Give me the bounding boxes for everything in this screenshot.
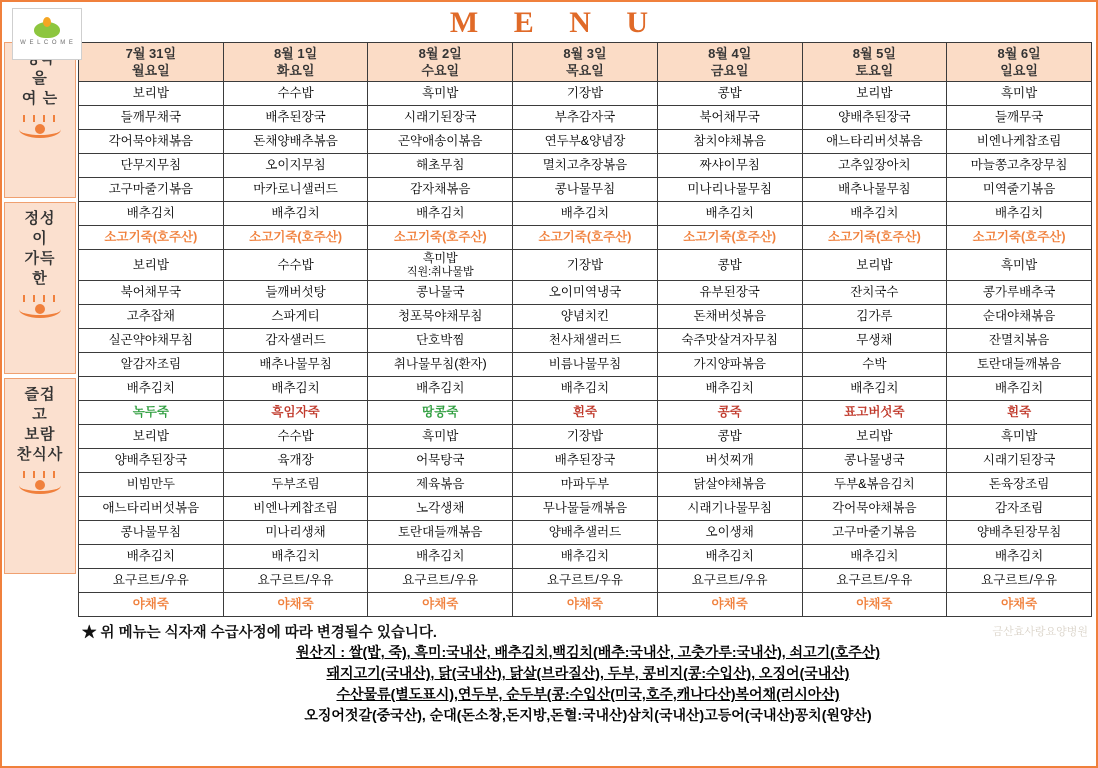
table-row-accent (79, 593, 1092, 617)
cell: 양배추된장국 (802, 106, 947, 130)
eye-icon (19, 295, 61, 317)
cell-accent: 소고기죽(호주산) (368, 226, 513, 250)
cell: 천사채샐러드 (513, 329, 658, 353)
cell: 배추김치 (947, 202, 1092, 226)
sidebar-label-2: 정성 이 가득 한 (24, 210, 56, 287)
cell: 짜샤이무침 (657, 154, 802, 178)
cell: 요구르트/우유 (802, 569, 947, 593)
cell: 가지양파볶음 (657, 353, 802, 377)
leaf-icon (34, 22, 60, 38)
cell: 해초무침 (368, 154, 513, 178)
welcome-logo (12, 8, 82, 60)
cell: 보리밥 (79, 425, 224, 449)
table-row-accent (79, 226, 1092, 250)
origin-line-1: 원산지 : 쌀(밥, 죽), 흑미:국내산, 배추김치,백김치(배추:국내산, 고춧가루:국내산), 쇠고기(호주산) (295, 644, 881, 660)
cell: 배추김치 (79, 377, 224, 401)
cell: 토란대들깨볶음 (947, 353, 1092, 377)
cell: 배추김치 (223, 202, 368, 226)
cell: 양배추샐러드 (513, 521, 658, 545)
cell: 배추김치 (947, 545, 1092, 569)
col-header-0: 7월 31일 월요일 (79, 43, 224, 82)
cell: 기장밥 (513, 425, 658, 449)
cell-accent: 소고기죽(호주산) (802, 226, 947, 250)
cell-accent: 야채죽 (947, 593, 1092, 617)
cell-accent: 소고기죽(호주산) (79, 226, 224, 250)
table-row (79, 130, 1092, 154)
cell: 배추김치 (657, 202, 802, 226)
cell: 미나리생채 (223, 521, 368, 545)
cell: 비엔나케찹조림 (223, 497, 368, 521)
cell: 배추된장국 (513, 449, 658, 473)
cell: 기장밥 (513, 82, 658, 106)
cell-accent: 소고기죽(호주산) (657, 226, 802, 250)
cell-accent: 야채죽 (223, 593, 368, 617)
cell-accent: 야채죽 (802, 593, 947, 617)
cell-accent: 흑임자죽 (223, 401, 368, 425)
page-title: M E N U (449, 6, 663, 39)
table-row (79, 497, 1092, 521)
cell: 고추잡채 (79, 305, 224, 329)
cell: 부추감자국 (513, 106, 658, 130)
cell: 마파두부 (513, 473, 658, 497)
cell: 들깨무채국 (79, 106, 224, 130)
cell: 무생채 (802, 329, 947, 353)
cell: 보리밥 (802, 425, 947, 449)
table-row (79, 305, 1092, 329)
cell: 각어묵야채볶음 (79, 130, 224, 154)
cell: 수박 (802, 353, 947, 377)
table-row (79, 329, 1092, 353)
cell: 두부조림 (223, 473, 368, 497)
cell: 참치야채볶음 (657, 130, 802, 154)
cell: 요구르트/우유 (657, 569, 802, 593)
cell: 배추김치 (802, 202, 947, 226)
cell-accent: 땅콩죽 (368, 401, 513, 425)
eye-icon (19, 115, 61, 137)
cell: 알감자조림 (79, 353, 224, 377)
cell: 감자샐러드 (223, 329, 368, 353)
cell: 애느타리버섯볶음 (802, 130, 947, 154)
cell: 배추김치 (802, 377, 947, 401)
cell: 흑미밥 (947, 425, 1092, 449)
cell-accent: 흰죽 (513, 401, 658, 425)
table-row (79, 569, 1092, 593)
cell: 감자조림 (947, 497, 1092, 521)
table-row (79, 473, 1092, 497)
sidebar (4, 42, 76, 617)
cell: 콩밥 (657, 425, 802, 449)
cell: 양배추된장국 (79, 449, 224, 473)
cell: 배추김치 (79, 202, 224, 226)
cell: 오이미역냉국 (513, 281, 658, 305)
cell: 애느타리버섯볶음 (79, 497, 224, 521)
menu-table (78, 42, 1092, 617)
col-header-2: 8월 2일 수요일 (368, 43, 513, 82)
cell: 콩나물냉국 (802, 449, 947, 473)
cell-accent: 흰죽 (947, 401, 1092, 425)
col-header-5: 8월 5일 토요일 (802, 43, 947, 82)
origin-line-2: 돼지고기(국내산), 닭(국내산), 닭살(브라질산), 두부, 콩비지(콩:수입산), 오징어(국내산) (326, 665, 850, 681)
table-row (79, 106, 1092, 130)
cell: 배추김치 (79, 545, 224, 569)
cell: 배추김치 (513, 202, 658, 226)
col-header-6: 8월 6일 일요일 (947, 43, 1092, 82)
cell: 시래기나물무침 (657, 497, 802, 521)
cell: 토란대들깨볶음 (368, 521, 513, 545)
cell: 고구마줄기볶음 (802, 521, 947, 545)
cell: 잔멸치볶음 (947, 329, 1092, 353)
cell: 배추김치 (657, 545, 802, 569)
cell: 취나물무침(환자) (368, 353, 513, 377)
table-row (79, 178, 1092, 202)
cell: 요구르트/우유 (947, 569, 1092, 593)
cell: 흑미밥 (947, 250, 1092, 281)
footnotes (4, 621, 1094, 726)
title-row (4, 4, 1094, 46)
cell: 수수밥 (223, 425, 368, 449)
cell: 순대야채볶음 (947, 305, 1092, 329)
cell: 콩가루배추국 (947, 281, 1092, 305)
cell: 스파게티 (223, 305, 368, 329)
table-row (79, 353, 1092, 377)
cell: 오이지무침 (223, 154, 368, 178)
cell: 북어채무국 (657, 106, 802, 130)
cell: 유부된장국 (657, 281, 802, 305)
table-row (79, 202, 1092, 226)
cell: 실곤약야채무침 (79, 329, 224, 353)
cell: 청포묵야채무침 (368, 305, 513, 329)
cell: 버섯찌개 (657, 449, 802, 473)
eye-icon (19, 471, 61, 493)
table-row (79, 250, 1092, 281)
cell: 요구르트/우유 (223, 569, 368, 593)
cell: 배추나물무침 (802, 178, 947, 202)
hospital-name: 금산효사랑요양병원 (992, 626, 1088, 638)
table-row (79, 449, 1092, 473)
sidebar-item-happiness (4, 42, 76, 198)
cell: 요구르트/우유 (513, 569, 658, 593)
cell: 수수밥 (223, 82, 368, 106)
cell: 양배추된장무침 (947, 521, 1092, 545)
cell: 배추나물무침 (223, 353, 368, 377)
cell: 연두부&양념장 (513, 130, 658, 154)
cell-main: 흑미밥 (422, 251, 458, 265)
cell: 요구르트/우유 (79, 569, 224, 593)
cell: 단호박찜 (368, 329, 513, 353)
cell: 양념치킨 (513, 305, 658, 329)
cell: 콩밥 (657, 82, 802, 106)
cell: 시래기된장국 (947, 449, 1092, 473)
cell-accent: 소고기죽(호주산) (513, 226, 658, 250)
cell: 북어채무국 (79, 281, 224, 305)
cell: 배추된장국 (223, 106, 368, 130)
cell: 각어묵야채볶음 (802, 497, 947, 521)
cell-accent: 소고기죽(호주산) (947, 226, 1092, 250)
cell: 돈채버섯볶음 (657, 305, 802, 329)
table-row (79, 281, 1092, 305)
cell: 비빔만두 (79, 473, 224, 497)
sidebar-label-1: 을 여 는 (21, 70, 59, 107)
cell-accent: 콩죽 (657, 401, 802, 425)
cell: 보리밥 (802, 82, 947, 106)
cell: 숙주맛살겨자무침 (657, 329, 802, 353)
note-star: ★ 위 메뉴는 식자재 수급사정에 따라 변경될수 있습니다. (82, 625, 437, 641)
logo-text: W E L C O M E (20, 40, 74, 46)
cell: 흑미밥 (368, 82, 513, 106)
cell: 감자채볶음 (368, 178, 513, 202)
cell: 콩나물국 (368, 281, 513, 305)
cell-accent: 녹두죽 (79, 401, 224, 425)
table-header-row (79, 43, 1092, 82)
cell: 배추김치 (368, 545, 513, 569)
cell: 콩나물무침 (513, 178, 658, 202)
cell: 단무지무침 (79, 154, 224, 178)
cell: 비름나물무침 (513, 353, 658, 377)
cell: 비엔나케찹조림 (947, 130, 1092, 154)
cell-accent: 야채죽 (513, 593, 658, 617)
cell: 두부&볶음김치 (802, 473, 947, 497)
table-row (79, 425, 1092, 449)
cell: 배추김치 (368, 202, 513, 226)
col-header-1: 8월 1일 화요일 (223, 43, 368, 82)
cell: 닭살야채볶음 (657, 473, 802, 497)
table-row (79, 545, 1092, 569)
cell: 흑미밥 (368, 425, 513, 449)
cell: 배추김치 (947, 377, 1092, 401)
cell: 보리밥 (79, 250, 224, 281)
origin-line-3: 수산물류(별도표시),연두부, 순두부(콩:수입산(미국,호주,캐나다산)복어채(러시아산) (336, 686, 840, 702)
table-row (79, 377, 1092, 401)
cell-sub: 직원:취나물밥 (406, 266, 474, 278)
cell (368, 250, 513, 281)
cell: 배추김치 (513, 377, 658, 401)
cell-accent: 야채죽 (368, 593, 513, 617)
cell: 돈채양배추볶음 (223, 130, 368, 154)
cell: 시래기된장국 (368, 106, 513, 130)
cell: 노각생채 (368, 497, 513, 521)
col-header-3: 8월 3일 목요일 (513, 43, 658, 82)
cell: 배추김치 (802, 545, 947, 569)
cell: 미역줄기볶음 (947, 178, 1092, 202)
cell: 보리밥 (79, 82, 224, 106)
cell: 어묵탕국 (368, 449, 513, 473)
cell-accent: 표고버섯죽 (802, 401, 947, 425)
cell: 들깨버섯탕 (223, 281, 368, 305)
cell: 무나물들깨볶음 (513, 497, 658, 521)
cell: 곤약애송이볶음 (368, 130, 513, 154)
cell: 들깨무국 (947, 106, 1092, 130)
col-header-4: 8월 4일 금요일 (657, 43, 802, 82)
sidebar-item-joy (4, 378, 76, 574)
cell: 콩나물무침 (79, 521, 224, 545)
cell: 멸치고추장볶음 (513, 154, 658, 178)
cell: 미나리나물무침 (657, 178, 802, 202)
cell: 고구마줄기볶음 (79, 178, 224, 202)
cell: 배추김치 (368, 377, 513, 401)
cell: 보리밥 (802, 250, 947, 281)
cell: 기장밥 (513, 250, 658, 281)
cell: 오이생채 (657, 521, 802, 545)
cell: 김가루 (802, 305, 947, 329)
cell: 돈육장조림 (947, 473, 1092, 497)
cell: 제육볶음 (368, 473, 513, 497)
cell: 잔치국수 (802, 281, 947, 305)
cell: 배추김치 (223, 377, 368, 401)
table-row (79, 154, 1092, 178)
cell-accent: 야채죽 (657, 593, 802, 617)
cell-accent: 소고기죽(호주산) (223, 226, 368, 250)
cell: 마카로니샐러드 (223, 178, 368, 202)
cell: 육개장 (223, 449, 368, 473)
cell: 수수밥 (223, 250, 368, 281)
body-wrap (4, 42, 1094, 617)
cell: 고추잎장아치 (802, 154, 947, 178)
cell: 배추김치 (513, 545, 658, 569)
table-row (79, 521, 1092, 545)
cell-accent: 야채죽 (79, 593, 224, 617)
cell: 배추김치 (223, 545, 368, 569)
cell: 배추김치 (657, 377, 802, 401)
cell: 요구르트/우유 (368, 569, 513, 593)
sidebar-label-3: 즐겁 고 보람 찬식사 (16, 386, 64, 463)
origin-line-4: 오징어젓갈(중국산), 순대(돈소창,돈지방,돈혈:국내산)삼치(국내산)고등어(국내산)꽁치(원양산) (304, 707, 872, 723)
sidebar-item-sincerity (4, 202, 76, 374)
table-row-accent (79, 401, 1092, 425)
cell: 마늘쫑고추장무침 (947, 154, 1092, 178)
cell: 흑미밥 (947, 82, 1092, 106)
table-row (79, 82, 1092, 106)
cell: 콩밥 (657, 250, 802, 281)
